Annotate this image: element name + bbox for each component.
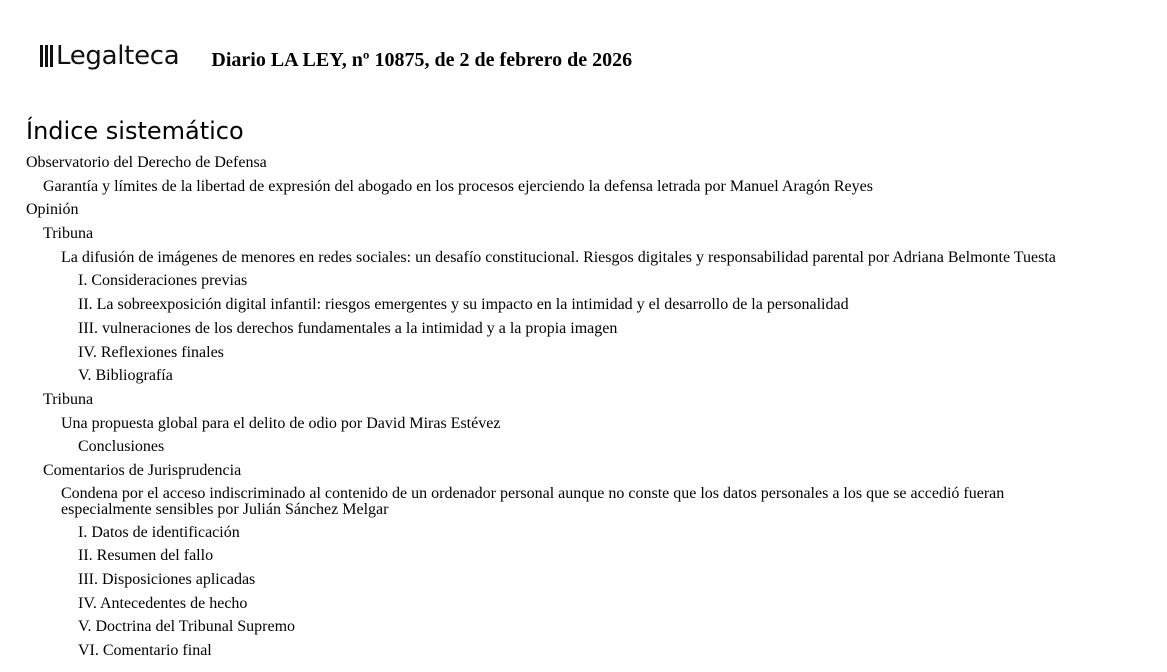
toc-entry-level-3[interactable]: V. Bibliografía [78, 367, 173, 385]
toc-entry-level-3[interactable]: IV. Antecedentes de hecho [78, 594, 248, 612]
logo-bars-icon [40, 45, 54, 67]
toc-entry-level-3[interactable]: VI. Comentario final [78, 642, 212, 660]
index-title: Índice sistemático [26, 117, 244, 145]
issue-title: Diario LA LEY, nº 10875, de 2 de febrero de 2026 [211, 48, 633, 71]
toc-entry-level-3[interactable]: III. vulneraciones de los derechos fundamentales a la intimidad y a la propia imagen [78, 319, 618, 337]
toc-entry-level-0[interactable]: Opinión [26, 201, 79, 219]
toc-entry-level-1[interactable]: Comentarios de Jurisprudencia [43, 461, 242, 479]
toc-entry-level-1[interactable]: Tribuna [43, 390, 94, 408]
toc-entry-level-3[interactable]: I. Datos de identificación [78, 523, 240, 541]
toc-entry-level-2[interactable]: Condena por el acceso indiscriminado al contenido de un ordenador personal aunque no conste que los datos personales a los que se accedió fueran especialmente sensibles por Julián Sánchez Melgar [61, 484, 1005, 518]
toc-entry-level-3[interactable]: IV. Reflexiones finales [78, 343, 224, 361]
toc-entry-level-3[interactable]: II. La sobreexposición digital infantil: riesgos emergentes y su impacto en la intimidad y el desarrollo de la personalidad [78, 296, 849, 314]
toc-entry-level-3[interactable]: III. Disposiciones aplicadas [78, 571, 256, 588]
toc-entry-level-0[interactable]: Observatorio del Derecho de Defensa [26, 154, 267, 171]
logo-text: Legalteca [56, 41, 180, 71]
document-header [40, 40, 632, 72]
toc-entry-level-3[interactable]: II. Resumen del fallo [78, 547, 214, 565]
toc-entry-level-3[interactable]: Conclusiones [78, 438, 165, 456]
toc-entry-level-1[interactable]: Tribuna [43, 225, 94, 243]
table-of-contents [0, 154, 1167, 666]
toc-entry-level-2[interactable]: La difusión de imágenes de menores en redes sociales: un desafío constitucional. Riesgos digitales y responsabilidad parental por Adriana Belmonte Tuesta [61, 248, 1056, 266]
toc-entry-level-3[interactable]: V. Doctrina del Tribunal Supremo [78, 618, 296, 636]
toc-entry-level-1[interactable]: Garantía y límites de la libertad de expresión del abogado en los procesos ejerciendo la defensa letrada por Manuel Aragón Reyes [43, 177, 873, 195]
toc-entry-level-2[interactable]: Una propuesta global para el delito de odio por David Miras Estévez [61, 414, 501, 432]
legalteca-logo [40, 40, 179, 72]
toc-entry-level-3[interactable]: I. Consideraciones previas [78, 272, 248, 290]
